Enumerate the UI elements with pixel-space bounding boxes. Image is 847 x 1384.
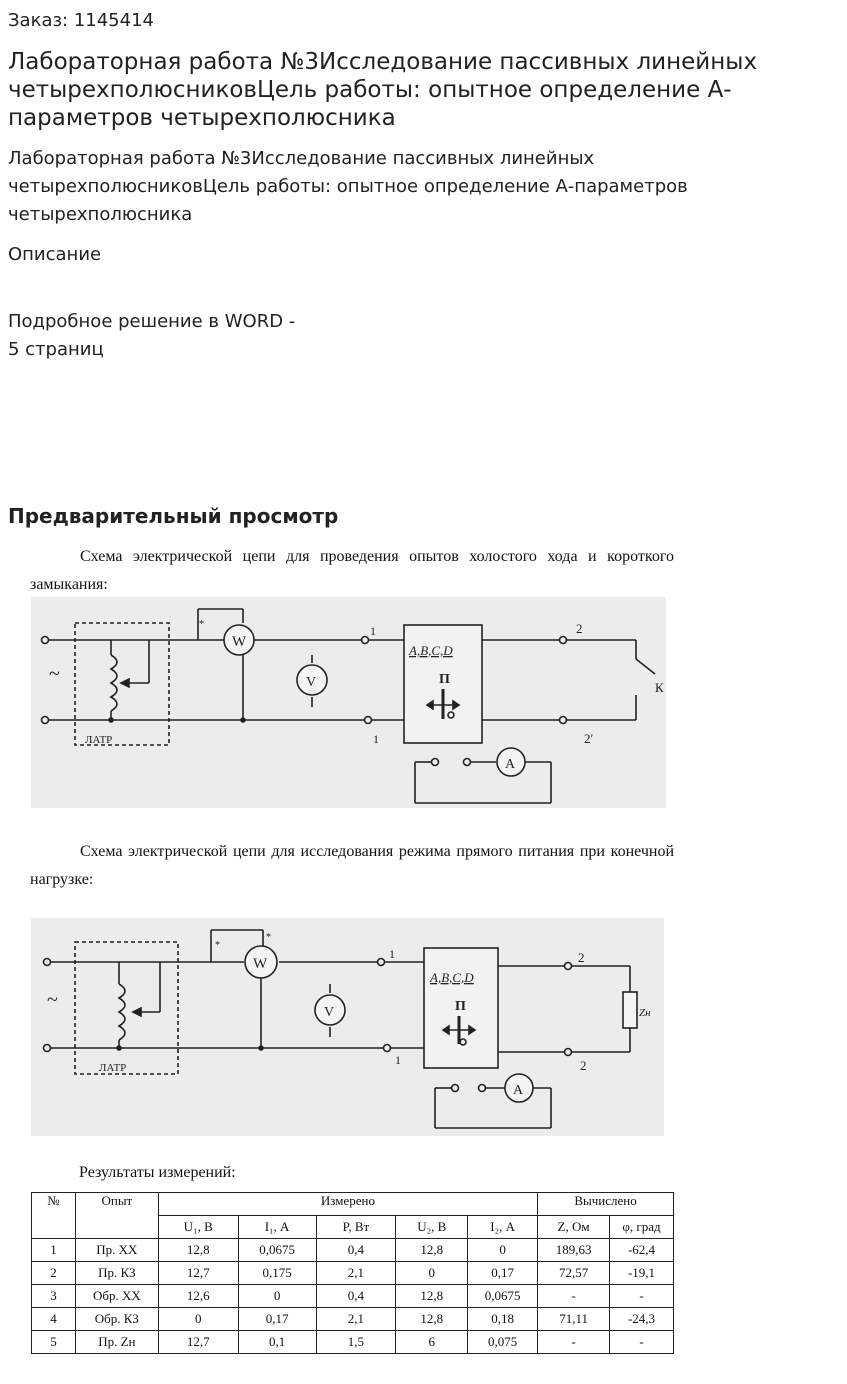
order-number: Заказ: 1145414 <box>8 10 154 31</box>
circuit-diagram-2 <box>31 918 664 1136</box>
table-cell: Пр. Zн <box>75 1331 158 1354</box>
table-cell: Обр. КЗ <box>75 1308 158 1331</box>
table-subheader-cell: φ, град <box>610 1216 674 1239</box>
svg-text:П: П <box>439 672 450 687</box>
svg-text:1: 1 <box>370 624 376 638</box>
col-group-calculated: Вычислено <box>538 1193 674 1216</box>
results-table <box>31 1192 674 1354</box>
table-cell: 12,6 <box>158 1285 238 1308</box>
table-cell: 0,4 <box>316 1285 396 1308</box>
table-cell: 0,0675 <box>238 1239 316 1262</box>
table-cell: 12,7 <box>158 1331 238 1354</box>
table-row <box>32 1239 674 1262</box>
table-cell: - <box>538 1331 610 1354</box>
svg-text:П: П <box>455 999 466 1014</box>
table-cell: 0 <box>238 1285 316 1308</box>
table-cell: 12,8 <box>158 1239 238 1262</box>
table-cell: 12,8 <box>396 1285 468 1308</box>
table-cell: 0,17 <box>238 1308 316 1331</box>
table-subheader-cell: P, Вт <box>316 1216 396 1239</box>
table-cell: 0,175 <box>238 1262 316 1285</box>
table-cell: - <box>610 1331 674 1354</box>
table-cell: Пр. КЗ <box>75 1262 158 1285</box>
table-subheader-cell: I₁, А <box>238 1216 316 1239</box>
table-cell: 0,1 <box>238 1331 316 1354</box>
table-cell: -24,3 <box>610 1308 674 1331</box>
table-caption: Результаты измерений: <box>79 1164 236 1181</box>
svg-text:W: W <box>232 634 247 650</box>
svg-text:2′: 2′ <box>584 731 594 746</box>
description-body: Подробное решение в WORD - 5 страниц <box>8 311 296 360</box>
svg-text:1: 1 <box>395 1053 401 1067</box>
table-cell: 12,7 <box>158 1262 238 1285</box>
table-cell: 71,11 <box>538 1308 610 1331</box>
svg-text:V: V <box>306 675 317 690</box>
svg-text:1: 1 <box>389 947 395 961</box>
table-cell: Обр. ХХ <box>75 1285 158 1308</box>
table-row <box>32 1308 674 1331</box>
latr-label: ЛАТР <box>85 734 113 746</box>
svg-text:A: A <box>505 757 516 772</box>
table-row <box>32 1331 674 1354</box>
table-cell: -62,4 <box>610 1239 674 1262</box>
switch-k <box>636 659 655 674</box>
col-number: № <box>32 1193 76 1239</box>
table-subheader-cell: Z, Ом <box>538 1216 610 1239</box>
doc-paragraph-1: Схема электрической цепи для проведения опытов холостого хода и короткого замыкания: <box>30 548 674 593</box>
svg-text:Zн: Zн <box>639 1007 651 1019</box>
table-subheader-cell: U₁, В <box>158 1216 238 1239</box>
page-subtitle: Лабораторная работа №3Исследование пассивных линейных четырехполюсниковЦель работы: опытное определение А-параметров четырехполюсника <box>8 148 688 225</box>
table-cell: 0 <box>158 1308 238 1331</box>
svg-text:К: К <box>655 680 664 695</box>
svg-text:2: 2 <box>576 621 583 636</box>
description-heading: Описание <box>8 244 102 265</box>
table-cell: -19,1 <box>610 1262 674 1285</box>
table-cell: 0,18 <box>468 1308 538 1331</box>
table-cell: 0,4 <box>316 1239 396 1262</box>
table-cell: 0,17 <box>468 1262 538 1285</box>
autotransformer-coil <box>119 984 125 1040</box>
circuit-diagram-1 <box>31 597 666 808</box>
table-cell: 1 <box>32 1239 76 1262</box>
table-row <box>32 1262 674 1285</box>
preview-heading: Предварительный просмотр <box>8 504 339 528</box>
svg-text:A: A <box>513 1083 524 1098</box>
load-resistor <box>623 992 637 1028</box>
page-title: Лабораторная работа №3Исследование пассивных линейных четырехполюсниковЦель работы: опытное определение А-параметров четырехполюсника <box>8 49 758 131</box>
table-body <box>32 1239 674 1354</box>
svg-text:*: * <box>199 619 204 630</box>
svg-text:2: 2 <box>578 950 585 965</box>
svg-text:A,B,C,D: A,B,C,D <box>409 643 453 658</box>
terminal <box>42 717 49 724</box>
svg-text:1: 1 <box>373 732 379 746</box>
terminal <box>42 637 49 644</box>
table-cell: 0 <box>468 1239 538 1262</box>
table-cell: 4 <box>32 1308 76 1331</box>
table-cell: 1,5 <box>316 1331 396 1354</box>
svg-text:*: * <box>215 940 220 951</box>
svg-text:*: * <box>266 932 271 943</box>
table-cell: - <box>538 1285 610 1308</box>
table-cell: 3 <box>32 1285 76 1308</box>
table-subheader-cell: I₂, А <box>468 1216 538 1239</box>
table-cell: 2,1 <box>316 1308 396 1331</box>
autotransformer-coil <box>111 655 117 711</box>
table-cell: 0,0675 <box>468 1285 538 1308</box>
table-cell: 0 <box>396 1262 468 1285</box>
col-group-measured: Измерено <box>158 1193 537 1216</box>
svg-text:2: 2 <box>580 1058 587 1073</box>
table-row <box>32 1285 674 1308</box>
svg-text:A,B,C,D: A,B,C,D <box>430 970 474 985</box>
table-subheader-cell: U₂, В <box>396 1216 468 1239</box>
table-cell: 6 <box>396 1331 468 1354</box>
latr-label: ЛАТР <box>99 1062 127 1074</box>
doc-paragraph-2: Схема электрической цепи для исследования режима прямого питания при конечной нагрузке: <box>30 843 674 888</box>
table-cell: 2 <box>32 1262 76 1285</box>
svg-text:V: V <box>324 1005 335 1020</box>
table-cell: 72,57 <box>538 1262 610 1285</box>
table-cell: 0,075 <box>468 1331 538 1354</box>
col-experiment: Опыт <box>75 1193 158 1239</box>
source-symbol: ~ <box>47 989 58 1011</box>
table-cell: 5 <box>32 1331 76 1354</box>
table-cell: Пр. ХХ <box>75 1239 158 1262</box>
source-symbol: ~ <box>49 663 60 685</box>
table-cell: 189,63 <box>538 1239 610 1262</box>
table-cell: - <box>610 1285 674 1308</box>
table-cell: 12,8 <box>396 1308 468 1331</box>
table-cell: 2,1 <box>316 1262 396 1285</box>
table-cell: 12,8 <box>396 1239 468 1262</box>
svg-text:W: W <box>253 956 268 972</box>
